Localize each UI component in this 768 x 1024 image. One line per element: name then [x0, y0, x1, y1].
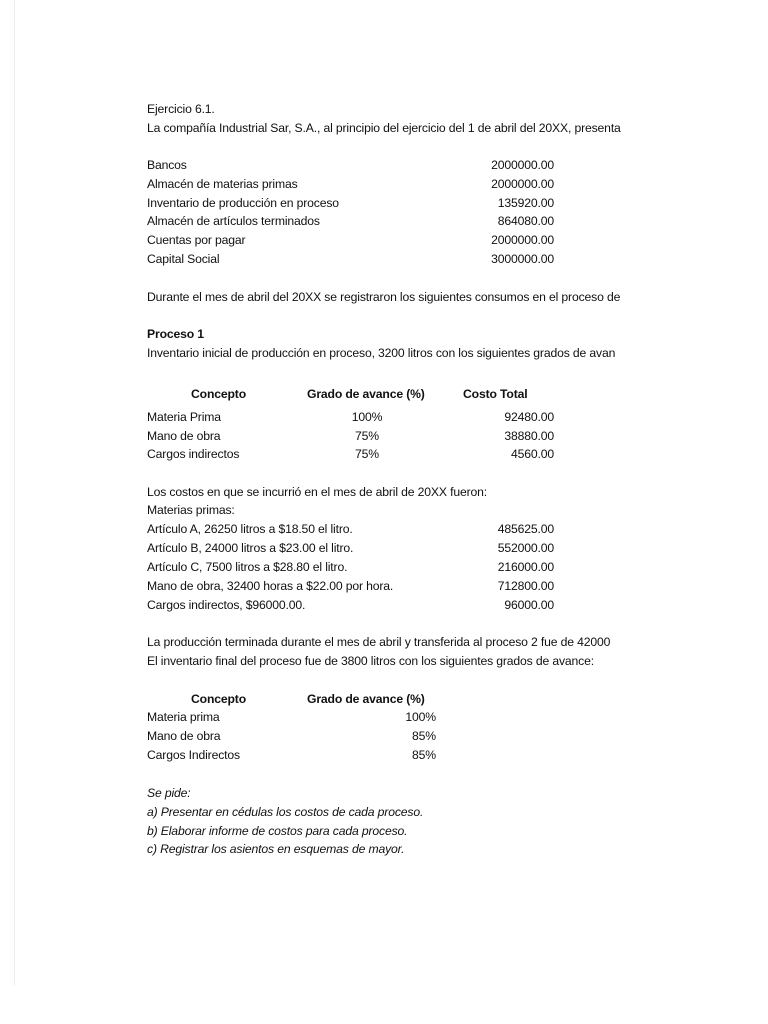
table2-row: [147, 727, 627, 746]
balance-value: 2000000.00: [491, 233, 554, 247]
process-title: Proceso 1: [147, 327, 204, 341]
balance-label: Cuentas por pagar: [147, 233, 246, 247]
row-pct: 75%: [355, 429, 379, 443]
balance-label: Capital Social: [147, 252, 220, 266]
initial-inventory-text: Inventario inicial de producción en proceso, 3200 litros con los siguientes grados de avan: [147, 346, 616, 360]
ask-item: b) Elaborar informe de costos para cada proceso.: [147, 824, 408, 838]
during-text: Durante el mes de abril del 20XX se registraron los siguientes consumos en el proceso de: [147, 290, 621, 304]
row-concept: Cargos Indirectos: [147, 748, 240, 762]
page-edge: [14, 0, 15, 985]
cost-label: Artículo A, 26250 litros a $18.50 el litro.: [147, 522, 353, 536]
row-pct: 100%: [351, 410, 383, 424]
ask-item: c) Registrar los asientos en esquemas de mayor.: [147, 842, 405, 856]
row-concept: Mano de obra: [147, 729, 221, 743]
header-costo: Costo Total: [463, 387, 528, 401]
cost-value: 552000.00: [497, 541, 554, 555]
exercise-title: Ejercicio 6.1.: [147, 102, 215, 116]
balance-row: [147, 212, 627, 231]
row-concept: Mano de obra: [147, 429, 221, 443]
table1-row: [147, 445, 627, 464]
final-inventory-text: El inventario final del proceso fue de 3800 litros con los siguientes grados de avance:: [147, 654, 594, 668]
transfer-text: La producción terminada durante el mes de abril y transferida al proceso 2 fue de 42000: [147, 635, 611, 649]
cost-value: 485625.00: [497, 522, 554, 536]
row-pct: 100%: [405, 710, 436, 724]
cost-row: [147, 577, 627, 596]
balance-label: Inventario de producción en proceso: [147, 196, 339, 210]
balance-row: [147, 175, 627, 194]
balance-label: Almacén de artículos terminados: [147, 214, 320, 228]
header-concepto: Concepto: [191, 692, 246, 706]
intro-text: La compañía Industrial Sar, S.A., al principio del ejercicio del 1 de abril del 20XX, presenta: [147, 121, 621, 135]
cost-value: 712800.00: [497, 579, 554, 593]
cost-label: Artículo B, 24000 litros a $23.00 el litro.: [147, 541, 354, 555]
row-cost: 92480.00: [504, 410, 554, 424]
cost-row: [147, 539, 627, 558]
balance-value: 2000000.00: [491, 177, 554, 191]
row-cost: 38880.00: [504, 429, 554, 443]
row-pct: 85%: [412, 748, 436, 762]
balance-row: [147, 250, 627, 269]
balance-label: Bancos: [147, 158, 187, 172]
balance-row: [147, 156, 627, 175]
header-grado: Grado de avance (%): [307, 692, 425, 706]
cost-label: Artículo C, 7500 litros a $28.80 el litro.: [147, 560, 348, 574]
balance-value: 3000000.00: [491, 252, 554, 266]
balance-value: 2000000.00: [491, 158, 554, 172]
cost-label: Cargos indirectos, $96000.00.: [147, 598, 306, 612]
balance-label: Almacén de materias primas: [147, 177, 298, 191]
table1-header: [147, 385, 627, 404]
row-concept: Materia prima: [147, 710, 220, 724]
balance-row: [147, 194, 627, 213]
header-concepto: Concepto: [191, 387, 246, 401]
row-pct: 85%: [412, 729, 436, 743]
costs-intro: Los costos en que se incurrió en el mes de abril de 20XX fueron:: [147, 485, 487, 499]
cost-value: 216000.00: [497, 560, 554, 574]
table1-row: [147, 408, 627, 427]
materials-label: Materias primas:: [147, 503, 235, 517]
row-concept: Materia Prima: [147, 410, 221, 424]
cost-row: [147, 558, 627, 577]
row-pct: 75%: [355, 447, 379, 461]
row-concept: Cargos indirectos: [147, 447, 240, 461]
balance-value: 135920.00: [497, 196, 554, 210]
balance-value: 864080.00: [497, 214, 554, 228]
table2-header: [147, 690, 627, 709]
cost-value: 96000.00: [504, 598, 554, 612]
cost-label: Mano de obra, 32400 horas a $22.00 por hora.: [147, 579, 394, 593]
asks-title: Se pide:: [147, 786, 191, 800]
table2-row: [147, 746, 627, 765]
row-cost: 4560.00: [510, 447, 554, 461]
balance-row: [147, 231, 627, 250]
cost-row: [147, 520, 627, 539]
header-grado: Grado de avance (%): [307, 387, 425, 401]
cost-row: [147, 596, 627, 615]
table2-row: [147, 708, 627, 727]
ask-item: a) Presentar en cédulas los costos de cada proceso.: [147, 805, 424, 819]
table1-row: [147, 427, 627, 446]
